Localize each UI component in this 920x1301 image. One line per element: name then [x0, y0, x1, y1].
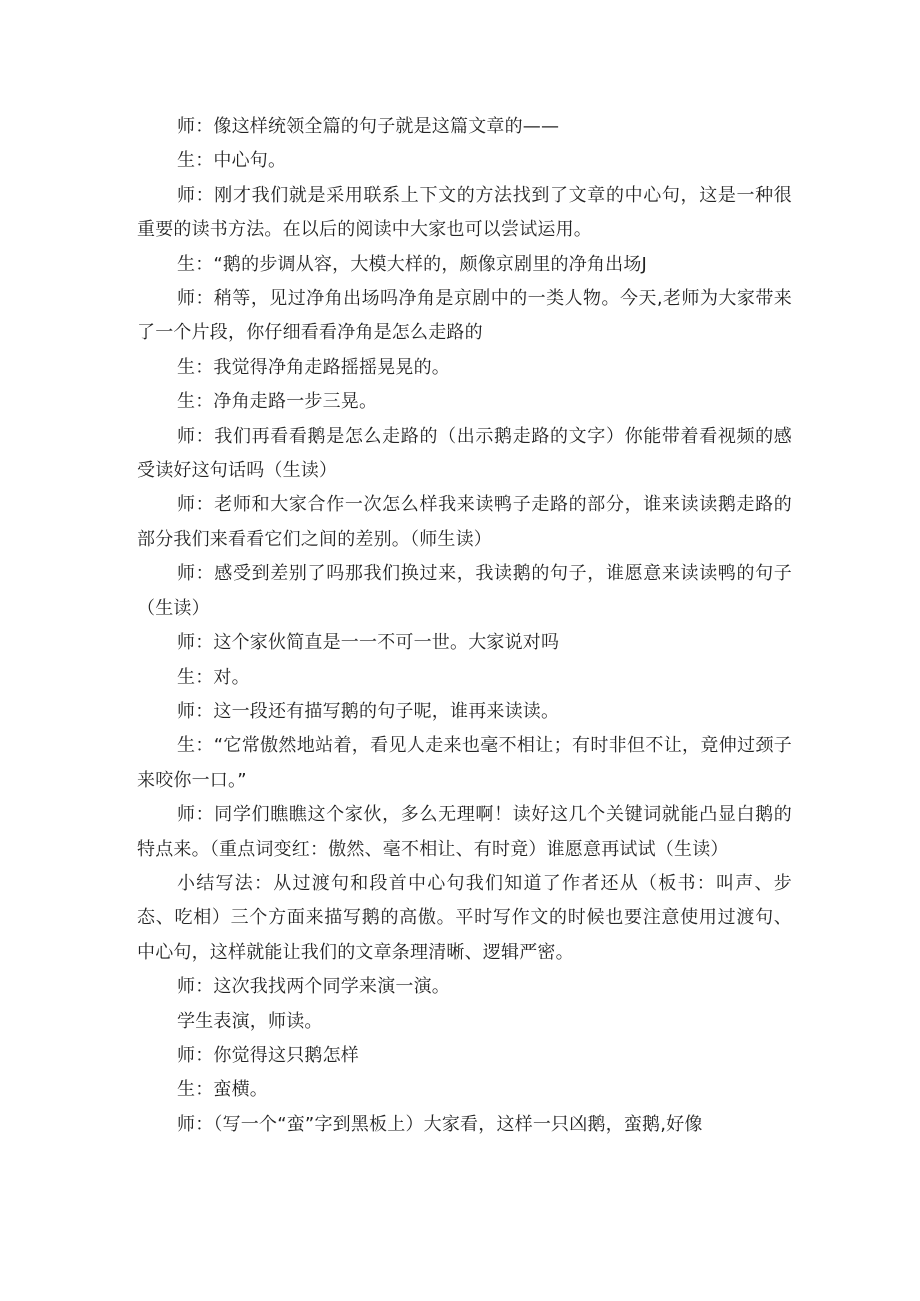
paragraph: 师：这个家伙简直是一一不可一世。大家说对吗	[177, 632, 560, 654]
paragraph: 生：对。	[177, 666, 250, 688]
paragraph: 小结写法：从过渡句和段首中心句我们知道了作者还从（板书：叫声、步态、吃相）三个方面来描写鹅的高傲。平时写作文的时候也要注意使用过渡句、中心句，这样就能让我们的文章条理清晰、逻辑严密。	[137, 872, 792, 963]
paragraph: 生：蛮横。	[177, 1079, 268, 1101]
paragraph: 生：“鹅的步调从容，大模大样的，颇像京剧里的净角出场J	[177, 253, 648, 275]
paragraph: 师：这一段还有描写鹅的句子呢，谁再来读读。	[177, 700, 560, 722]
paragraph: 师：像这样统领全篇的句子就是这篇文章的——	[177, 116, 560, 137]
paragraph: 生：中心句。	[177, 150, 287, 172]
paragraph: 师：同学们瞧瞧这个家伙，多么无理啊！读好这几个关键词就能凸显白鹅的特点来。（重点词变红：傲然、毫不相让、有时竟）谁愿意再试试（生读）	[137, 804, 792, 860]
paragraph: 生：“它常傲然地站着，看见人走来也毫不相让；有时非但不让，竟伸过颈子来咬你一口。”	[137, 735, 792, 791]
paragraph: 师：稍等，见过净角出场吗净角是京剧中的一类人物。今天,老师为大家带来了一个片段，你仔细看看净角是怎么走路的	[137, 288, 792, 344]
paragraph: 师：这次我找两个同学来演一演。	[177, 976, 450, 998]
document-body	[137, 110, 792, 1142]
paragraph: 师：感受到差别了吗那我们换过来，我读鹅的句子，谁愿意来读读鸭的句子（生读）	[137, 563, 792, 619]
paragraph: 师：老师和大家合作一次怎么样我来读鸭子走路的部分，谁来读读鹅走路的部分我们来看看它们之间的差别。（师生读）	[137, 494, 792, 550]
paragraph: 师：我们再看看鹅是怎么走路的（出示鹅走路的文字）你能带着看视频的感受读好这句话吗（生读）	[137, 425, 792, 482]
paragraph: 生：我觉得净角走路摇摇晃晃的。	[177, 356, 450, 378]
paragraph: 师：（写一个“蛮”字到黑板上）大家看，这样一只凶鹅，蛮鹅,好像	[177, 1113, 703, 1135]
paragraph: 学生表演，师读。	[177, 1010, 323, 1032]
paragraph: 师：刚才我们就是采用联系上下文的方法找到了文章的中心句，这是一种很重要的读书方法。在以后的阅读中大家也可以尝试运用。	[137, 184, 792, 241]
paragraph: 师：你觉得这只鹅怎样	[177, 1044, 359, 1066]
paragraph: 生：净角走路一步三晃。	[177, 391, 378, 413]
